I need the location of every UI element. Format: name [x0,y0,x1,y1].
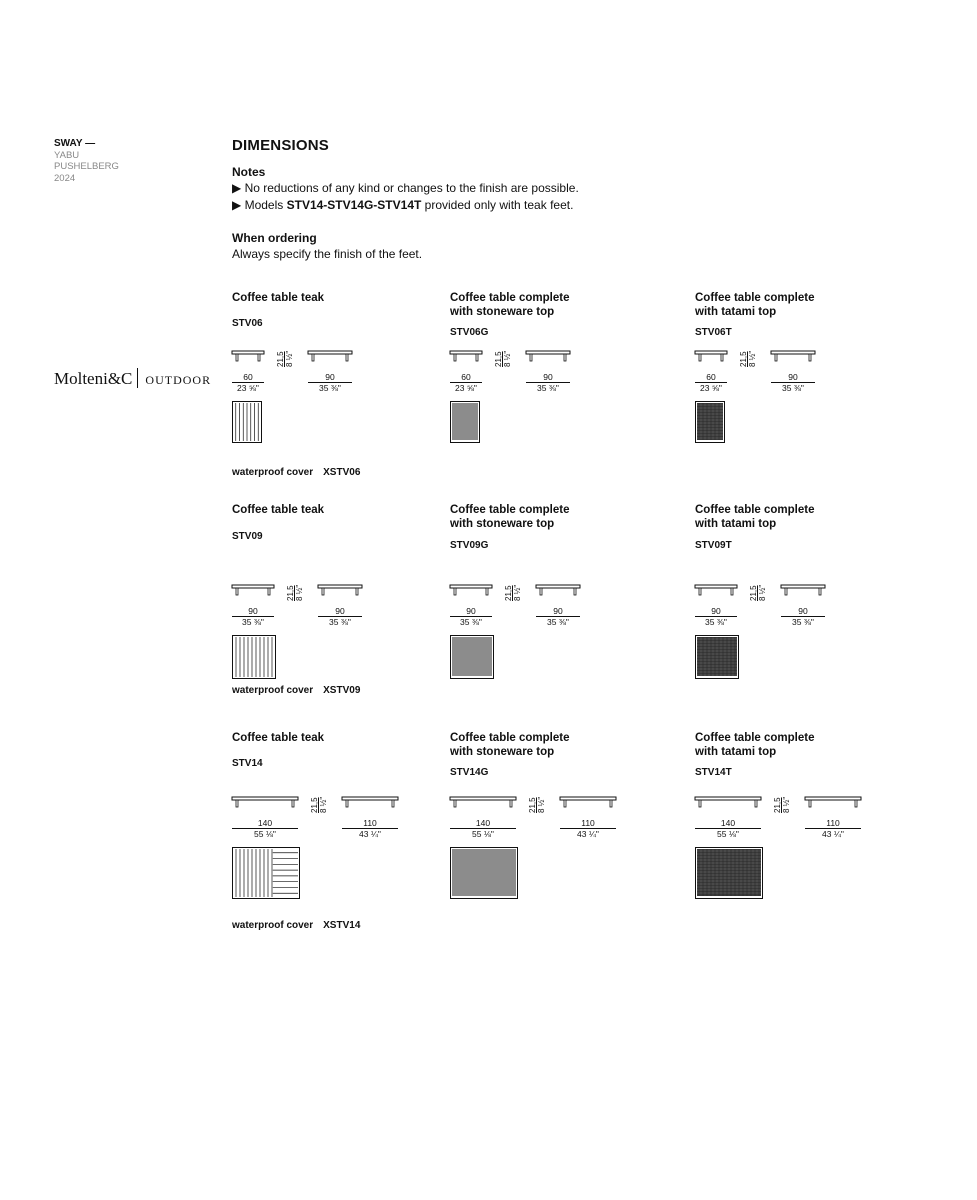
depth-dimension [560,818,616,839]
height-cm: 21,5 [276,351,285,367]
width-in: 55 ⅛" [717,829,739,839]
cover-code: XSTV14 [323,920,361,931]
brand-line: OUTDOOR [145,373,212,387]
product-title-line-1: Coffee table teak [232,292,325,304]
depth-in: 35 ⅜" [329,617,351,627]
height-dimension [528,797,546,813]
depth-cm: 110 [342,818,398,829]
height-in: 8 ½" [748,350,757,367]
width-in: 23 ⅝" [455,383,477,393]
product-code: STV06T [695,327,732,338]
side-view-drawing [232,585,442,597]
width-dimension [695,372,727,393]
side-elevation [560,797,616,807]
product-code: STV06G [450,327,489,338]
depth-dimension [536,606,580,627]
width-dimension [232,818,298,839]
width-cm: 140 [232,818,298,829]
note-text-2-prefix: Models [244,198,287,212]
width-dimension [450,372,482,393]
page-title: DIMENSIONS [232,137,330,154]
width-dimension [695,818,761,839]
side-elevation [308,351,352,361]
width-cm: 60 [232,372,264,383]
height-in: 8 ½" [782,796,791,813]
height-dimension [276,351,294,367]
height-in: 8 ½" [537,796,546,813]
depth-dimension [781,606,825,627]
width-cm: 60 [450,372,482,383]
designer-line-2: PUSHELBERG [54,161,119,172]
waterprof-cover-label [232,685,360,696]
side-elevation [536,585,580,595]
plan-view-teak [232,635,276,679]
side-view-drawing [232,797,442,809]
product-title-line-1: Coffee table complete [695,292,815,304]
cover-label: waterproof cover [232,467,314,478]
side-elevation [526,351,570,361]
bullet-arrow-icon: ▶ [232,198,242,212]
depth-in: 35 ⅜" [792,617,814,627]
front-elevation [450,797,516,807]
product-title-line-1: Coffee table complete [695,504,815,516]
height-cm: 21,5 [773,797,782,813]
ordering-heading: When ordering [232,231,317,245]
side-view-drawing [695,797,905,809]
depth-cm: 110 [805,818,861,829]
note-text-2-models: STV14-STV14G-STV14T [286,198,422,212]
height-dimension [286,585,304,601]
side-elevation [342,797,398,807]
depth-in: 35 ⅜" [782,383,804,393]
sidebar-credits [54,138,119,184]
depth-dimension [342,818,398,839]
designer-line-1: YABU [54,149,80,161]
height-cm: 21,5 [739,351,748,367]
height-in: 8 ½" [503,350,512,367]
depth-dimension [318,606,362,627]
product-card [695,503,905,673]
plan-view-stoneware [450,847,518,899]
depth-in: 43 ¼" [577,829,599,839]
height-in: 8 ½" [295,584,304,601]
depth-cm: 90 [318,606,362,617]
product-code: STV09T [695,540,732,551]
height-cm: 21,5 [528,797,537,813]
plan-view-teak [232,401,262,443]
width-in: 23 ⅝" [237,383,259,393]
width-cm: 90 [232,606,274,617]
product-title-line-2: with stoneware top [450,518,555,530]
product-title-line-1: Coffee table complete [695,732,815,744]
front-elevation [695,797,761,807]
product-title-line-1: Coffee table teak [232,732,325,744]
width-cm: 140 [695,818,761,829]
product-title-line-1: Coffee table complete [450,504,570,516]
depth-cm: 90 [308,372,352,383]
product-card [695,291,905,461]
brand-logo [54,368,211,389]
height-in: 8 ½" [319,796,328,813]
front-elevation [695,351,727,361]
note-item-2 [232,197,573,214]
width-cm: 90 [695,606,737,617]
width-cm: 60 [695,372,727,383]
height-in: 8 ½" [513,584,522,601]
front-elevation [450,351,482,361]
depth-in: 35 ⅜" [547,617,569,627]
plan-view-stoneware [450,401,480,443]
product-card [232,291,442,461]
width-cm: 90 [450,606,492,617]
ordering-text: Always specify the finish of the feet. [232,247,423,261]
product-title-line-2: with stoneware top [450,306,555,318]
product-code: STV09 [232,531,263,542]
product-title-line-2: with stoneware top [450,746,555,758]
depth-in: 43 ¼" [822,829,844,839]
brand-name: Molteni&C [54,369,133,388]
front-elevation [450,585,492,595]
cover-label: waterproof cover [232,685,314,696]
side-view-drawing [695,585,905,597]
plan-view-teak [232,847,300,899]
notes-heading: Notes [232,165,266,179]
side-elevation [318,585,362,595]
product-title-line-2: with tatami top [695,746,777,758]
plan-view-tatami [695,635,739,679]
width-cm: 140 [450,818,516,829]
product-code: STV14 [232,758,263,769]
side-view-drawing [232,351,442,363]
depth-in: 35 ⅜" [537,383,559,393]
plan-view-stoneware [450,635,494,679]
depth-cm: 110 [560,818,616,829]
height-cm: 21,5 [310,797,319,813]
width-dimension [232,606,274,627]
height-dimension [494,351,512,367]
side-view-drawing [695,351,905,363]
width-in: 55 ⅛" [254,829,276,839]
height-in: 8 ½" [285,350,294,367]
depth-in: 35 ⅜" [319,383,341,393]
front-elevation [695,585,737,595]
product-card [450,503,660,673]
height-dimension [749,585,767,601]
product-name: SWAY — [54,138,96,149]
product-card [232,503,442,673]
depth-dimension [526,372,570,393]
front-elevation [232,351,264,361]
depth-dimension [308,372,352,393]
cover-code: XSTV06 [323,467,361,478]
side-view-drawing [450,797,660,809]
width-in: 55 ⅛" [472,829,494,839]
product-title-line-1: Coffee table teak [232,504,325,516]
cover-code: XSTV09 [323,685,361,696]
height-cm: 21,5 [494,351,503,367]
product-card [450,291,660,461]
height-cm: 21,5 [286,585,295,601]
width-in: 35 ⅜" [460,617,482,627]
product-code: STV14G [450,767,489,778]
front-elevation [232,585,274,595]
width-in: 23 ⅝" [700,383,722,393]
depth-cm: 90 [771,372,815,383]
waterprof-cover-label [232,920,360,931]
product-card [695,731,905,901]
product-code: STV09G [450,540,489,551]
cover-label: waterproof cover [232,920,314,931]
width-dimension [232,372,264,393]
product-code: STV06 [232,318,263,329]
front-elevation [232,797,298,807]
width-dimension [450,818,516,839]
side-view-drawing [450,585,660,597]
height-cm: 21,5 [749,585,758,601]
height-dimension [739,351,757,367]
depth-in: 43 ¼" [359,829,381,839]
product-card [232,731,442,901]
side-elevation [805,797,861,807]
depth-cm: 90 [536,606,580,617]
height-in: 8 ½" [758,584,767,601]
depth-dimension [771,372,815,393]
product-code: STV14T [695,767,732,778]
depth-cm: 90 [781,606,825,617]
year: 2024 [54,172,76,184]
note-item-1 [232,180,579,197]
width-in: 35 ⅜" [705,617,727,627]
side-elevation [781,585,825,595]
product-title-line-2: with tatami top [695,306,777,318]
waterprof-cover-label [232,467,360,478]
product-title-line-1: Coffee table complete [450,732,570,744]
height-dimension [504,585,522,601]
plan-view-tatami [695,401,725,443]
product-card [450,731,660,901]
note-text-2-suffix: provided only with teak feet. [421,198,574,212]
depth-dimension [805,818,861,839]
height-cm: 21,5 [504,585,513,601]
plan-view-tatami [695,847,763,899]
height-dimension [310,797,328,813]
side-elevation [771,351,815,361]
note-text-1: No reductions of any kind or changes to the finish are possible. [244,181,579,195]
width-in: 35 ⅜" [242,617,264,627]
side-view-drawing [450,351,660,363]
height-dimension [773,797,791,813]
product-title-line-1: Coffee table complete [450,292,570,304]
bullet-arrow-icon: ▶ [232,181,242,195]
depth-cm: 90 [526,372,570,383]
width-dimension [450,606,492,627]
product-title-line-2: with tatami top [695,518,777,530]
width-dimension [695,606,737,627]
